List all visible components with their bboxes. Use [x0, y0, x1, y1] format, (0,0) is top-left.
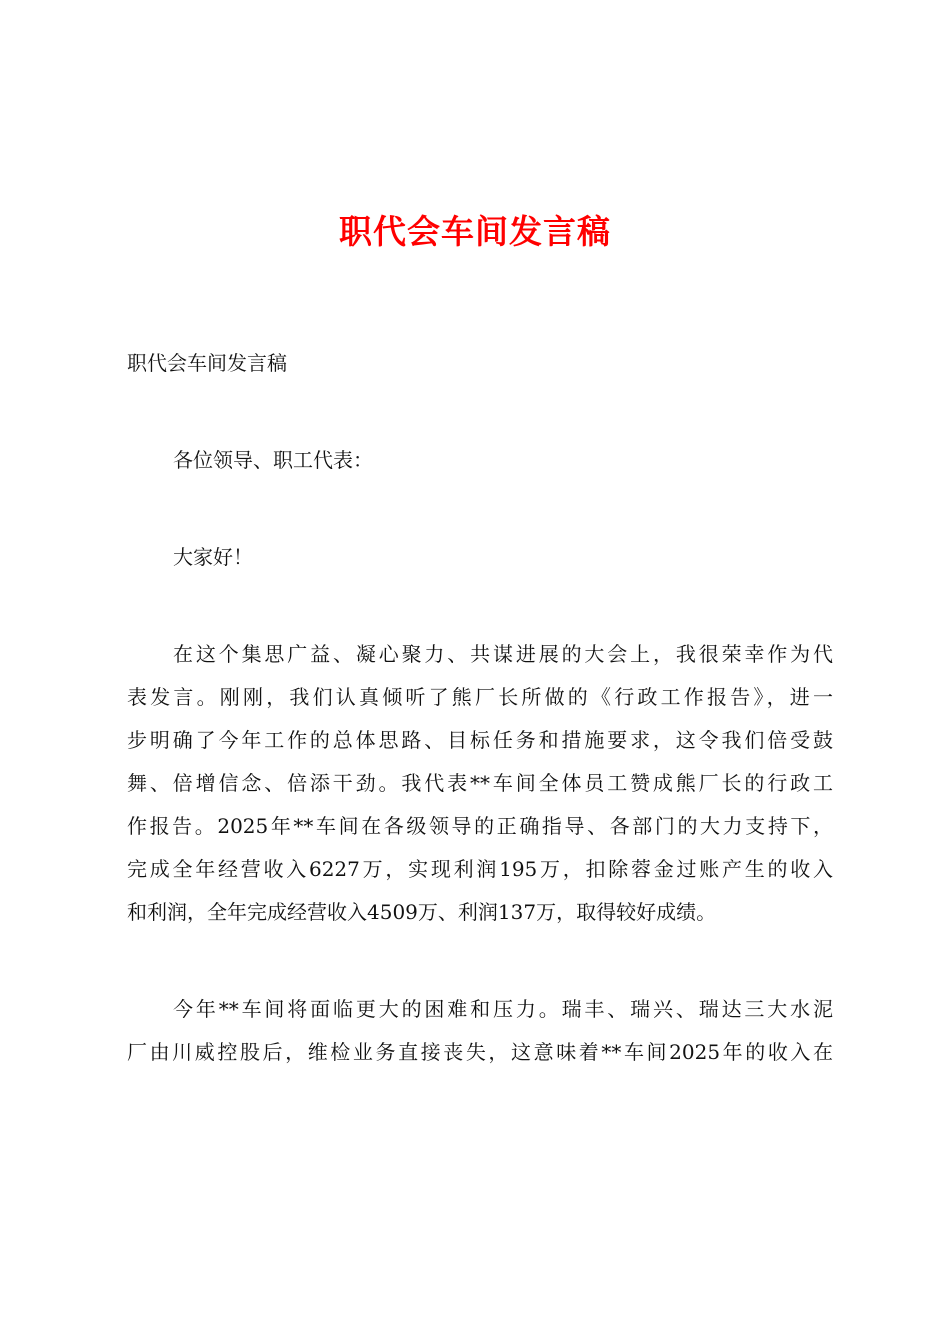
paragraph-line: 厂由川威控股后，维检业务直接丧失，这意味着**车间2025年的收入在	[127, 1040, 833, 1064]
paragraph-line: 今年**车间将面临更大的困难和压力。瑞丰、瑞兴、瑞达三大水泥	[173, 997, 833, 1021]
salutation: 各位领导、职工代表：	[173, 448, 373, 472]
paragraph-line: 舞、倍增信念、倍添干劲。我代表**车间全体员工赞成熊厂长的行政工	[127, 771, 833, 795]
paragraph-line: 和利润，全年完成经营收入4509万、利润137万，取得较好成绩。	[127, 900, 717, 924]
paragraph-line: 在这个集思广益、凝心聚力、共谋进展的大会上，我很荣幸作为代	[173, 642, 833, 666]
paragraph-line: 作报告。2025年**车间在各级领导的正确指导、各部门的大力支持下，	[127, 814, 833, 838]
paragraph-1	[127, 633, 833, 934]
document-heading: 职代会车间发言稿	[127, 351, 287, 375]
paragraph-2	[127, 988, 833, 1074]
document-body	[127, 342, 833, 1074]
paragraph-line: 表发言。刚刚，我们认真倾听了熊厂长所做的《行政工作报告》，进一	[127, 685, 833, 709]
paragraph-line: 完成全年经营收入6227万，实现利润195万，扣除蓉金过账产生的收入	[127, 857, 833, 881]
paragraph-line: 步明确了今年工作的总体思路、目标任务和措施要求，这令我们倍受鼓	[127, 728, 833, 752]
document-title: 职代会车间发言稿	[339, 212, 611, 251]
greeting: 大家好！	[173, 545, 253, 569]
